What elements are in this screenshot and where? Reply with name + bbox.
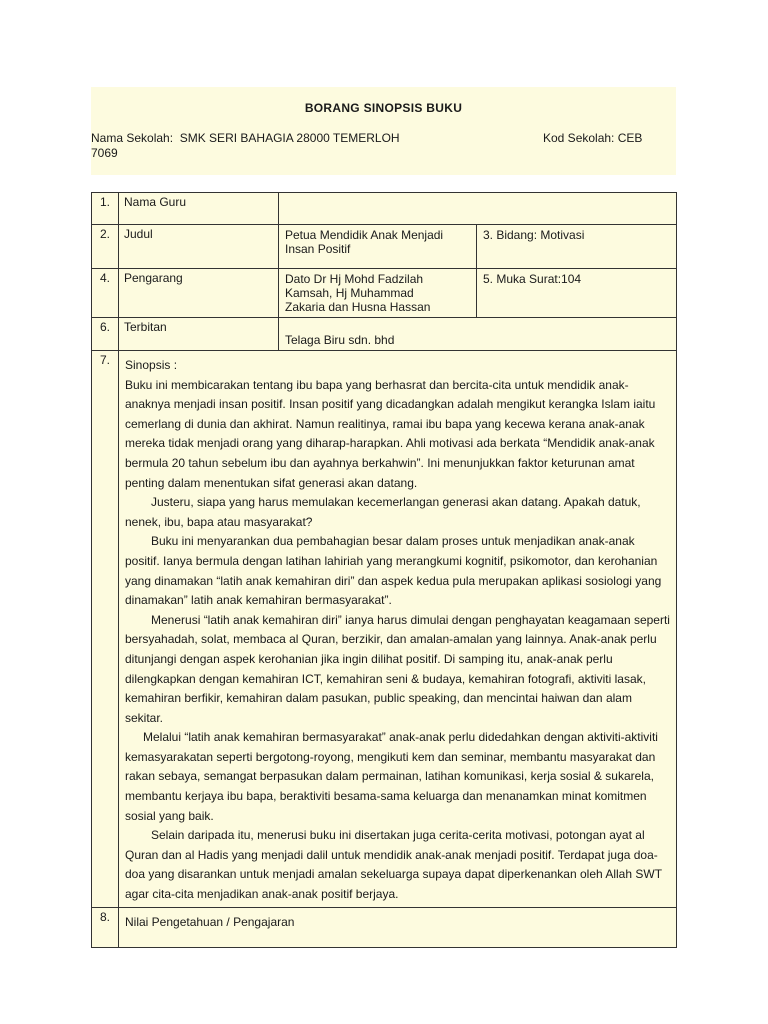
terbitan-value: Telaga Biru sdn. bhd <box>279 318 677 351</box>
muka-surat-value: 5. Muka Surat:104 <box>477 269 677 318</box>
sinopsis-paragraph: Menerusi “latih anak kemahiran diri” ianya harus dimulai dengan penghayatan keagamaan seperti bersyahadah, solat, membaca al Quran, berzikir, dan amalan-amalan yang lainnya. Anak-anak perlu ditunjangi dengan aspek kerohanian jika ingin dilihat positif. Di samping itu, anak-anak perlu dilengkapkan dengan kemahiran ICT, kemahiran seni & budaya, kemahiran fotografi, aktiviti lasak, kemahiran berfikir, kemahiran dalam pasukan, public speaking, dan mencintai haiwan dan alam sekitar. <box>125 612 670 725</box>
row-number: 8. <box>92 908 119 948</box>
nama-guru-field[interactable] <box>279 193 677 225</box>
row-terbitan <box>92 318 677 351</box>
form-header <box>91 87 676 175</box>
page-title: BORANG SINOPSIS BUKU <box>304 101 463 115</box>
sinopsis-paragraph: Melalui “latih anak kemahiran bermasyarakat” anak-anak perlu didedahkan dengan aktiviti-aktiviti kemasyarakatan seperti bergotong-royong, mengikuti kem dan seminar, membantu masyarakat dan rakan sebaya, semangat berpasukan dalam permainan, latihan komunikasi, kerja sosial & sukarela, membantu kerjaya ibu bapa, beraktiviti besama-sama keluarga dan menanamkan minat komitmen sosial yang baik. <box>125 730 658 823</box>
synopsis-form-table <box>91 192 677 948</box>
bidang-value: 3. Bidang: Motivasi <box>477 225 677 269</box>
field-label: Nama Guru <box>119 193 279 225</box>
sinopsis-paragraph: Justeru, siapa yang harus memulakan kecemerlangan generasi akan datang. Apakah datuk, nenek, ibu, bapa atau masyarakat? <box>125 495 641 529</box>
field-label: Judul <box>119 225 279 269</box>
sinopsis-paragraph: Buku ini membicarakan tentang ibu bapa yang berhasrat dan bercita-cita untuk mendidik anak-anaknya menjadi insan positif. Insan positif yang dicadangkan adalah mengikut kerangka Islam iaitu cemerlang di dunia dan akhirat. Namun realitinya, ramai ibu bapa yang kecewa kerana anak-anak mereka tidak menjadi orang yang diharap-harapkan. Ahli motivasi ada berkata “Mendidik anak-anak bermula 20 tahun sebelum ibu dan ayahnya berkahwin”. Ini menunjukkan faktor keturunan amat penting dalam menentukan sifat generasi akan datang. <box>125 377 656 490</box>
row-number: 7. <box>92 351 119 908</box>
row-nama-guru <box>92 193 677 225</box>
row-number: 2. <box>92 225 119 269</box>
field-label: Pengarang <box>119 269 279 318</box>
school-name: SMK SERI BAHAGIA 28000 TEMERLOH <box>179 131 400 145</box>
school-code-value: 7069 <box>91 146 118 160</box>
row-number: 1. <box>92 193 119 225</box>
row-pengarang <box>92 269 677 318</box>
nilai-field[interactable]: Nilai Pengetahuan / Pengajaran <box>119 908 677 948</box>
school-code-label: Kod Sekolah: CEB <box>543 131 643 145</box>
sinopsis-paragraph: Buku ini menyarankan dua pembahagian besar dalam proses untuk menjadikan anak-anak positif. Ianya bermula dengan latihan lahiriah yang merangkumi kognitif, psikomotor, dan kerohanian yang dinamakan “latih anak kemahiran diri” dan aspek kedua pula merupakan aplikasi sosiologi yang dinamakan” latih anak kemahiran bermasyarakat”. <box>125 534 662 608</box>
sinopsis-text <box>119 351 676 905</box>
judul-value: Petua Mendidik Anak Menjadi Insan Positif <box>279 225 477 269</box>
row-number: 4. <box>92 269 119 318</box>
pengarang-value: Dato Dr Hj Mohd Fadzilah Kamsah, Hj Muhammad Zakaria dan Husna Hassan <box>279 269 477 318</box>
sinopsis-cell <box>119 351 677 908</box>
field-label: Terbitan <box>119 318 279 351</box>
row-judul <box>92 225 677 269</box>
sinopsis-heading: Sinopsis : <box>125 358 178 372</box>
sinopsis-paragraph: Selain daripada itu, menerusi buku ini disertakan juga cerita-cerita motivasi, potongan ayat al Quran dan al Hadis yang menjadi dalil untuk mendidik anak-anak menjadi positif. Terdapat juga doa-doa yang disarankan untuk menjadi amalan sekeluarga supaya dapat diperkenankan oleh Allah SWT agar cita-cita menjadikan anak-anak positif berjaya. <box>125 828 662 902</box>
row-number: 6. <box>92 318 119 351</box>
row-sinopsis <box>92 351 677 908</box>
school-info <box>91 131 676 161</box>
school-label: Nama Sekolah: <box>91 131 174 145</box>
row-nilai <box>92 908 677 948</box>
